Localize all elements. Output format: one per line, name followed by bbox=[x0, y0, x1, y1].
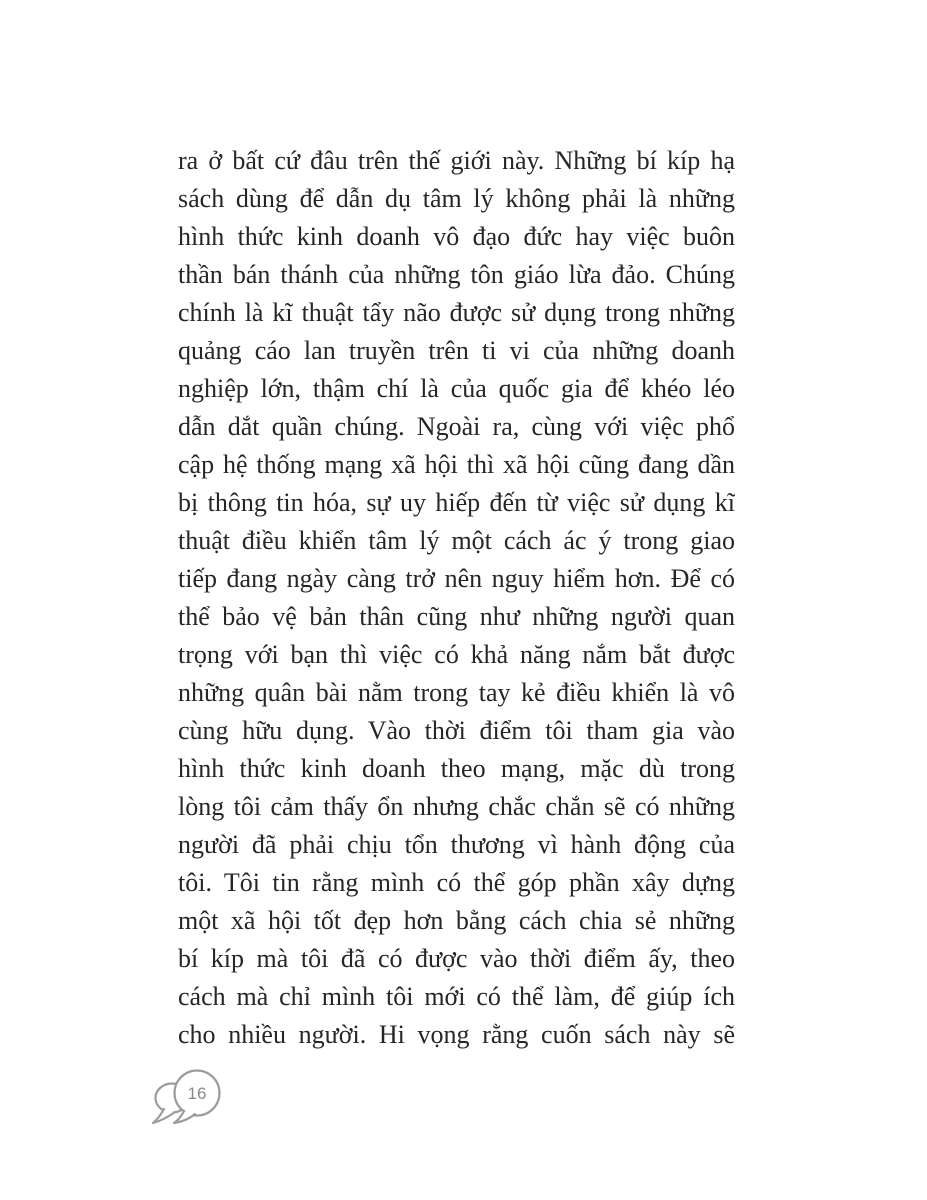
text-line: hình thức kinh doanh theo mạng, mặc dù trong bbox=[178, 754, 735, 783]
body-text bbox=[178, 142, 735, 1054]
text-line: thần bán thánh của những tôn giáo lừa đảo. Chúng bbox=[178, 260, 735, 289]
text-line: bị thông tin hóa, sự uy hiếp đến từ việc sử dụng kĩ bbox=[178, 488, 735, 517]
page-number: 16 bbox=[187, 1084, 207, 1103]
text-line: một xã hội tốt đẹp hơn bằng cách chia sẻ những bbox=[178, 906, 735, 935]
text-line: chính là kĩ thuật tẩy não được sử dụng trong những bbox=[178, 298, 735, 327]
text-line: quảng cáo lan truyền trên ti vi của những doanh bbox=[178, 336, 735, 365]
text-line: thể bảo vệ bản thân cũng như những người quan bbox=[178, 602, 735, 631]
text-line: tiếp đang ngày càng trở nên nguy hiểm hơn. Để có bbox=[178, 564, 735, 593]
text-line: cách mà chỉ mình tôi mới có thể làm, để giúp ích bbox=[178, 982, 735, 1011]
text-line: bí kíp mà tôi đã có được vào thời điểm ấy, theo bbox=[178, 944, 735, 973]
text-line: trọng với bạn thì việc có khả năng nắm bắt được bbox=[178, 640, 735, 669]
text-line: cập hệ thống mạng xã hội thì xã hội cũng đang dần bbox=[178, 450, 735, 479]
text-line: tôi. Tôi tin rằng mình có thể góp phần xây dựng bbox=[178, 868, 735, 897]
text-line: sách dùng để dẫn dụ tâm lý không phải là những bbox=[178, 184, 735, 213]
text-line: cho nhiều người. Hi vọng rằng cuốn sách này sẽ bbox=[178, 1020, 735, 1049]
text-line: thuật điều khiển tâm lý một cách ác ý trong giao bbox=[178, 526, 735, 555]
text-line: lòng tôi cảm thấy ổn nhưng chắc chắn sẽ có những bbox=[178, 792, 735, 821]
text-line: người đã phải chịu tổn thương vì hành động của bbox=[178, 830, 735, 859]
speech-bubbles-icon bbox=[150, 1068, 228, 1128]
page-footer bbox=[150, 1068, 230, 1130]
text-line: những quân bài nằm trong tay kẻ điều khiển là vô bbox=[178, 678, 735, 707]
text-line: hình thức kinh doanh vô đạo đức hay việc buôn bbox=[178, 222, 735, 251]
text-line: nghiệp lớn, thậm chí là của quốc gia để khéo léo bbox=[178, 374, 735, 403]
text-line: ra ở bất cứ đâu trên thế giới này. Những bí kíp hạ bbox=[178, 146, 735, 175]
text-line: cùng hữu dụng. Vào thời điểm tôi tham gia vào bbox=[178, 716, 735, 745]
text-line: dẫn dắt quần chúng. Ngoài ra, cùng với việc phổ bbox=[178, 412, 735, 441]
